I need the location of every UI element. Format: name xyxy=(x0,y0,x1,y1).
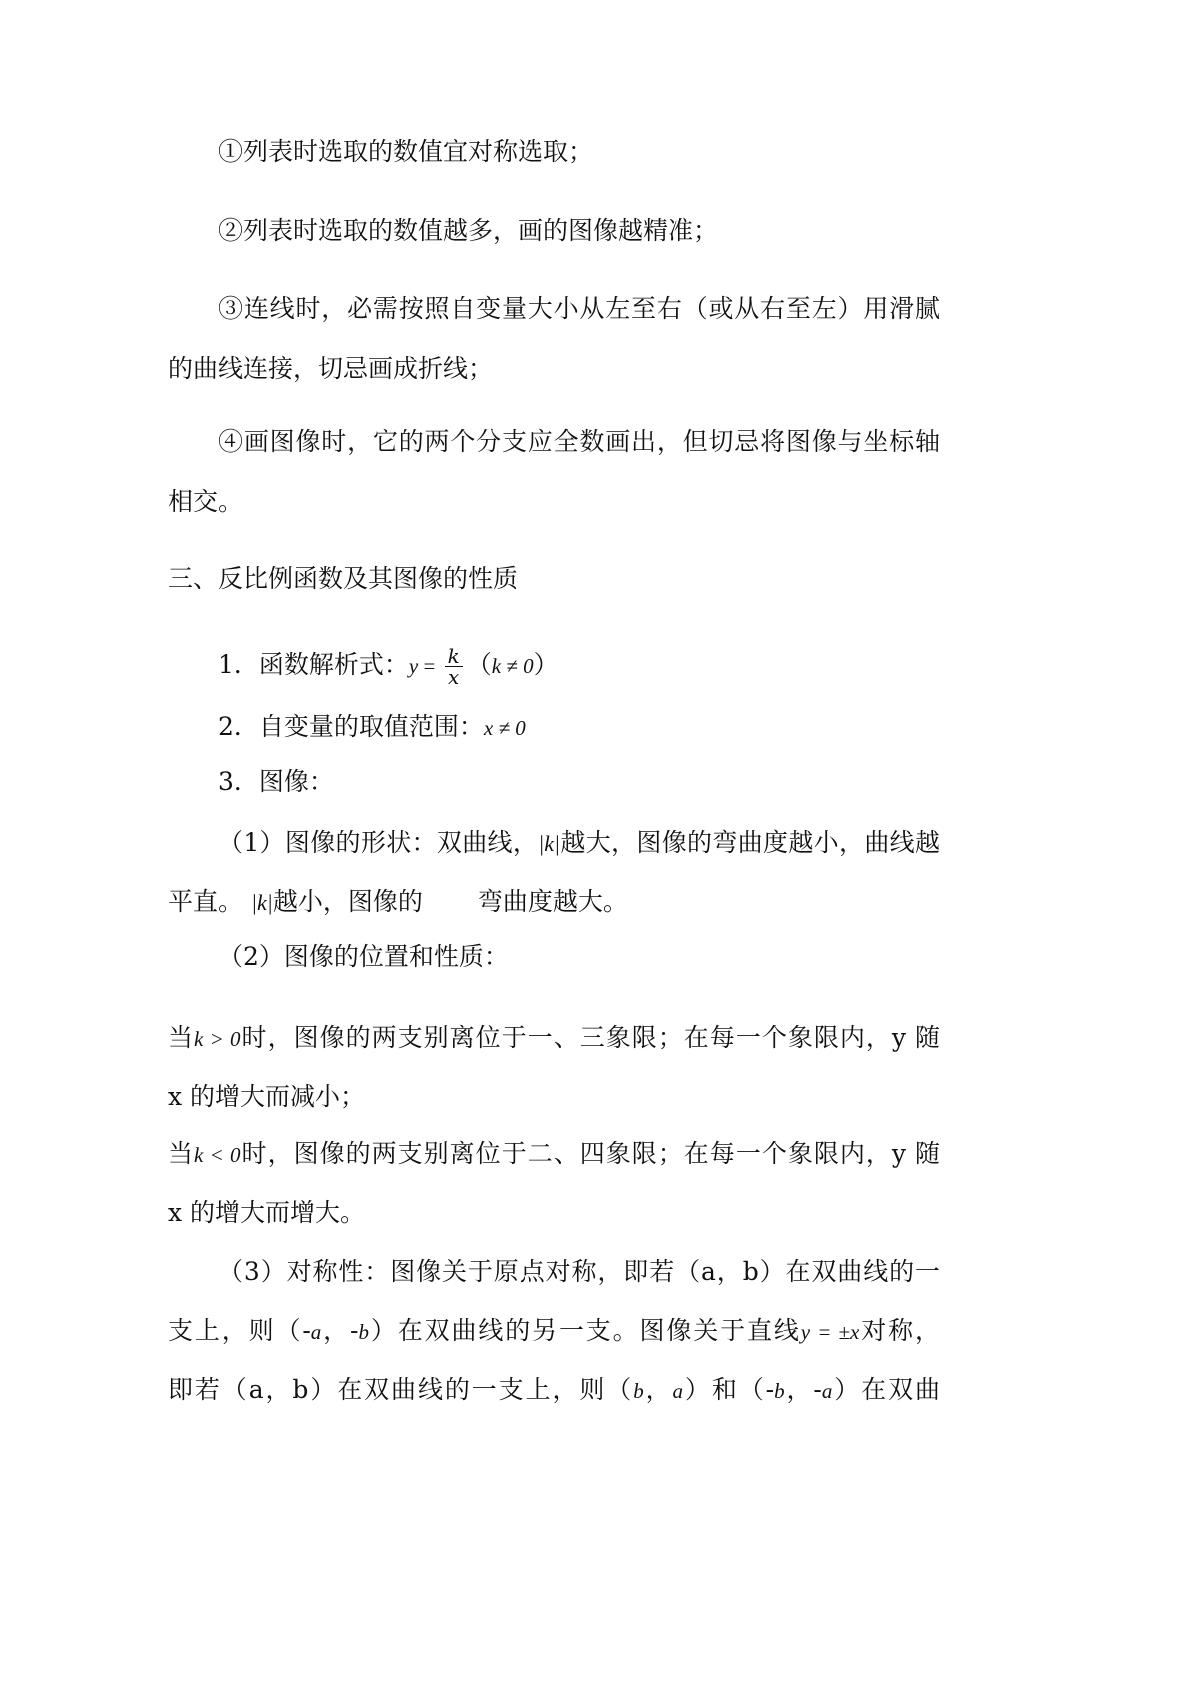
sym3-math-a: a xyxy=(672,1379,684,1403)
formula-fraction xyxy=(445,646,463,687)
k-neg-math: k < 0 xyxy=(194,1143,241,1167)
sym2-text-a: 支上，则（- xyxy=(168,1316,311,1345)
shape-text-e: 弯曲度越大。 xyxy=(477,887,628,916)
sym3-math-a2: a xyxy=(821,1379,833,1403)
sym2-math-a: a xyxy=(310,1320,322,1344)
shape-text-b: 越大，图像的弯曲度越小，曲线越 xyxy=(560,828,940,857)
k-neg-text-b: 时，图像的两支别离位于二、四象限；在每一个象限内，y 随 xyxy=(240,1139,940,1168)
item-1-label: 1．函数解析式： xyxy=(218,650,409,679)
note-1: ①列表时选取的数值宜对称选取； xyxy=(218,137,594,166)
sym2-text-c: ）在双曲线的另一支。图像关于直线 xyxy=(368,1316,801,1345)
shape-text-d: 越小，图像的 xyxy=(272,887,423,916)
sym2-math-line: y = ±x xyxy=(800,1320,860,1344)
note-3-line-1: ③连线时，必需按照自变量大小从左至右（或从右至左）用滑腻 xyxy=(218,294,940,323)
note-4-line-1: ④画图像时，它的两个分支应全数画出，但切忌将图像与坐标轴 xyxy=(218,427,940,456)
formula-y: y xyxy=(408,654,419,678)
sym3-text-d: ，- xyxy=(784,1375,822,1404)
condition-close: ） xyxy=(533,650,559,679)
sym3-math-b2: b xyxy=(774,1379,785,1403)
item-1-formula xyxy=(218,640,559,690)
shape-line-1 xyxy=(218,826,940,860)
note-4-line-2: 相交。 xyxy=(168,487,244,516)
fraction-numerator: k xyxy=(445,646,463,667)
condition-math: k ≠ 0 xyxy=(491,654,534,678)
sym3-text-a: 即若（a，b）在双曲线的一支上，则（ xyxy=(168,1375,634,1404)
k-negative-line-1 xyxy=(168,1137,940,1171)
k-pos-text-b: 时，图像的两支别离位于一、三象限；在每一个象限内，y 随 xyxy=(240,1023,940,1052)
sym2-text-b: ，- xyxy=(321,1316,359,1345)
item-2-label: 2．自变量的取值范围： xyxy=(218,712,484,741)
section-heading: 三、反比例函数及其图像的性质 xyxy=(168,564,519,593)
fraction-denominator: x xyxy=(448,665,460,689)
sym2-text-d: 对称， xyxy=(859,1316,940,1345)
sym3-text-e: ）在双曲 xyxy=(832,1375,940,1404)
shape-line-2 xyxy=(168,885,628,919)
k-positive-line-1 xyxy=(168,1021,940,1055)
note-2: ②列表时选取的数值越多，画的图像越精准； xyxy=(218,216,719,245)
k-pos-text-a: 当 xyxy=(168,1023,195,1052)
k-positive-line-2: x 的增大而减小； xyxy=(168,1082,366,1111)
sym3-text-c: ）和（- xyxy=(683,1375,775,1404)
item-2-domain xyxy=(218,710,526,744)
symmetry-line-3 xyxy=(168,1373,940,1407)
sym3-math-b: b xyxy=(633,1379,644,1403)
abs-k-1: |k| xyxy=(538,831,561,856)
shape-text-c: 平直。 xyxy=(168,887,251,916)
domain-math: x ≠ 0 xyxy=(483,716,526,740)
k-neg-text-a: 当 xyxy=(168,1139,195,1168)
condition-open: （ xyxy=(466,650,492,679)
k-negative-line-2: x 的增大而增大。 xyxy=(168,1198,366,1227)
note-3-line-2: 的曲线连接，切忌画成折线； xyxy=(168,354,494,383)
symmetry-line-1: （3）对称性：图像关于原点对称，即若（a，b）在双曲线的一 xyxy=(218,1257,940,1286)
sym2-math-b: b xyxy=(358,1320,369,1344)
position-heading: （2）图像的位置和性质： xyxy=(218,942,509,971)
abs-k-2: |k| xyxy=(250,890,273,915)
k-pos-math: k > 0 xyxy=(194,1027,241,1051)
item-3-label: 3．图像： xyxy=(218,767,334,796)
sym3-text-b: ， xyxy=(643,1375,673,1404)
symmetry-line-2 xyxy=(168,1314,940,1348)
formula-equals: = xyxy=(418,654,441,678)
shape-text-a: （1）图像的形状：双曲线， xyxy=(218,828,539,857)
